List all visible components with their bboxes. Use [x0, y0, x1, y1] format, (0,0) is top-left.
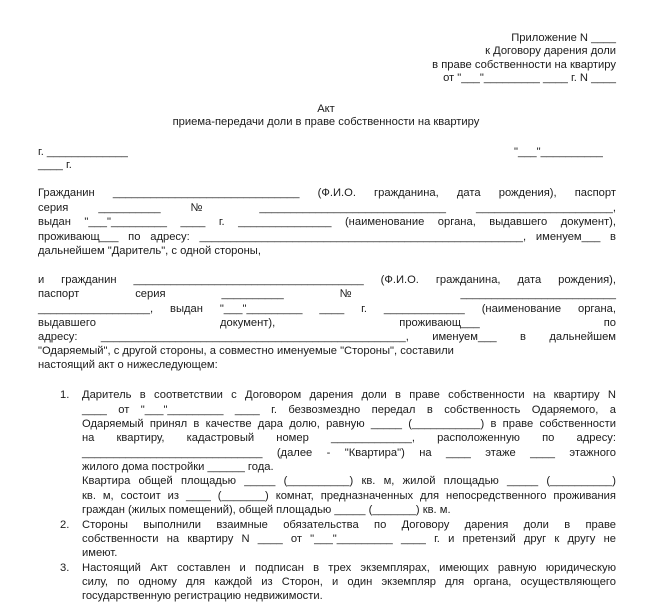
date-field: "___"__________ [514, 146, 603, 158]
list-item-line: Даритель в соответствии с Договором дарения доли в праве собственности на квартиру N [82, 389, 616, 401]
list-item-line: собственности на квартиру N ____ от "___"_________ ____ г. и претензий друг к другу не [82, 533, 616, 545]
party-donor-line: серия __________ № ______________________________ ______________________, [38, 202, 616, 214]
list-item-line: Квартира общей площадью _____ (__________) кв. м, жилой площадью _____ (__________) [82, 475, 616, 487]
appendix-contract-subject: в праве собственности на квартиру [432, 59, 616, 71]
party-donee-line: выдавшего документ), проживающ___ по [38, 317, 616, 329]
list-item-number: 1. [60, 389, 70, 401]
party-donor-line: выдан "___"_________ ____ г. _______________ (наименование органа, выдавшего документ), [38, 216, 616, 228]
list-item-line: Одаряемый принял в качестве дара долю, равную _____ (___________) в праве собственности [82, 418, 616, 430]
list-item-line: имеют. [82, 547, 118, 559]
place-field: г. _____________ [38, 146, 128, 158]
party-donee-line: __________________, выдан "___"_________ ____ г. _____________ (наименование органа, [38, 303, 616, 315]
list-item-line: _____________________________ (далее - "Квартира") на ____ этаже ____ этажного [82, 447, 616, 459]
list-item-number: 2. [60, 519, 70, 531]
appendix-contract-ref: к Договору дарения доли [485, 45, 616, 57]
list-item-line: ____ от "___"_________ ____ г. безвозмездно передал в собственность Одаряемого, а [82, 404, 616, 416]
party-donor-line: проживающ___ по адресу: ____________________________________________________, именуем___ в [38, 231, 616, 243]
list-item-number: 3. [60, 562, 70, 574]
list-item-line: на квартиру, кадастровый номер _____________, расположенную по адресу: [82, 432, 616, 444]
party-donee-line: адресу: _________________________________________________, именуем___ в дальнейшем [38, 331, 616, 343]
party-donee-line: настоящий акт о нижеследующем: [38, 359, 218, 371]
year-field: ____ г. [38, 159, 72, 171]
party-donee-line: паспорт серия __________ № _________________________ [38, 288, 616, 300]
list-item-line: Настоящий Акт составлен и подписан в трех экземплярах, имеющих равную юридическую [82, 562, 616, 574]
list-item-line: силу, по одному для каждой из Сторон, и один экземпляр для органа, осуществляющего [82, 576, 616, 588]
document-title: Акт [317, 103, 335, 115]
party-donor-line: дальнейшем "Даритель", с одной стороны, [38, 245, 261, 257]
list-item-line: Стороны выполнили взаимные обязательства по Договору дарения доли в праве [82, 519, 616, 531]
party-donor-line: Гражданин ______________________________ (Ф.И.О. гражданина, дата рождения), паспорт [38, 187, 616, 199]
list-item-line: кв. м, состоит из ____ (_______) комнат, предназначенных для непосредственного проживания [82, 490, 616, 502]
appendix-number: Приложение N ____ [511, 32, 616, 44]
party-donee-line: "Одаряемый", с другой стороны, а совместно именуемые "Стороны", составили [38, 345, 454, 357]
list-item-line: государственную регистрацию недвижимости. [82, 590, 323, 602]
list-item-line: граждан (жилых помещений), общей площадью _____ (_______) кв. м. [82, 504, 451, 516]
appendix-contract-date: от "___"_________ ____ г. N ____ [443, 72, 616, 84]
party-donee-line: и гражданин _____________________________________ (Ф.И.О. гражданина, дата рождения), [38, 274, 616, 286]
document-subtitle: приема-передачи доли в праве собственности на квартиру [172, 116, 480, 128]
list-item-line: жилого дома постройки ______ года. [82, 461, 274, 473]
